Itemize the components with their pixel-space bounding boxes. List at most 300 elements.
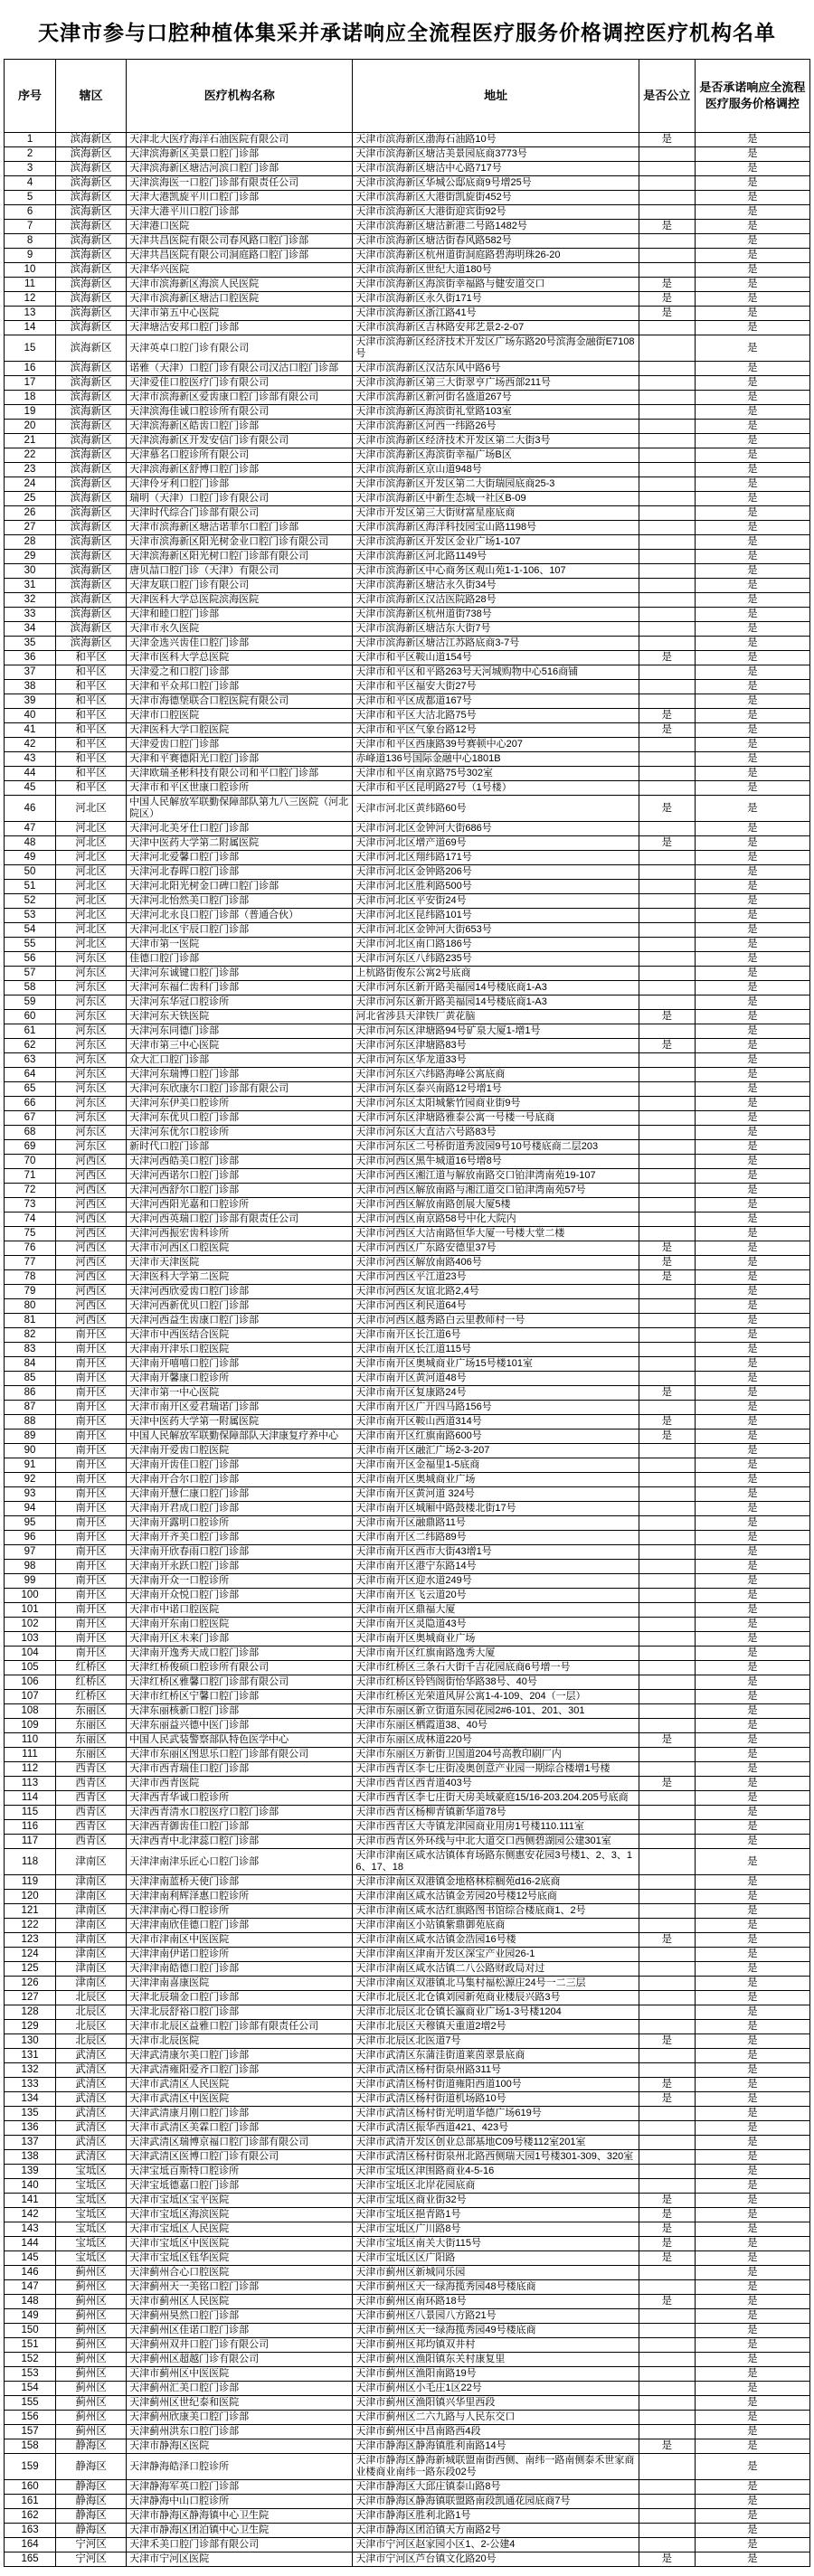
cell-commit: 是: [695, 822, 809, 836]
cell-public: [639, 2367, 695, 2382]
cell-public: [639, 1762, 695, 1777]
cell-address: 天津市和平区大沽北路75号: [353, 709, 639, 723]
cell-district: 蓟州区: [56, 2338, 127, 2353]
cell-public: [639, 1082, 695, 1097]
cell-public: 是: [639, 1933, 695, 1948]
cell-name: 天津市东丽区图思乐口腔门诊部有限公司: [127, 1748, 353, 1762]
header-name: 医疗机构名称: [127, 60, 353, 133]
cell-no: 34: [5, 622, 56, 637]
cell-commit: 是: [695, 1791, 809, 1806]
cell-no: 140: [5, 2179, 56, 2194]
table-row: [5, 205, 810, 220]
cell-commit: 是: [695, 1948, 809, 1962]
cell-no: 132: [5, 2063, 56, 2078]
cell-no: 49: [5, 851, 56, 865]
cell-no: 40: [5, 709, 56, 723]
cell-address: 天津市南开区迎水道249号: [353, 1574, 639, 1589]
table-row: [5, 2049, 810, 2063]
table-row: [5, 2324, 810, 2338]
cell-name: 天津北辰舒裕口腔门诊部: [127, 2005, 353, 2020]
cell-no: 74: [5, 1213, 56, 1227]
cell-commit: 是: [695, 2367, 809, 2382]
cell-public: [639, 2454, 695, 2480]
cell-no: 93: [5, 1487, 56, 1502]
cell-public: [639, 2121, 695, 2136]
cell-commit: 是: [695, 2092, 809, 2107]
cell-district: 河西区: [56, 1256, 127, 1270]
cell-commit: 是: [695, 2208, 809, 2222]
cell-commit: 是: [695, 952, 809, 967]
cell-commit: 是: [695, 1991, 809, 2005]
cell-name: 天津河西振宏齿科诊所: [127, 1227, 353, 1241]
cell-no: 153: [5, 2367, 56, 2382]
cell-address: 天津市南开区港宁东路14号: [353, 1560, 639, 1574]
cell-district: 宁河区: [56, 2538, 127, 2552]
cell-commit: 是: [695, 2005, 809, 2020]
cell-address: 天津市武清区杨村街泉州路311号: [353, 2063, 639, 2078]
cell-commit: 是: [695, 1328, 809, 1343]
cell-commit: 是: [695, 1473, 809, 1487]
cell-name: 天津南开永跃口腔门诊部: [127, 1560, 353, 1574]
table-row: [5, 2266, 810, 2280]
table-row: [5, 1256, 810, 1270]
cell-name: 天津滨海新区开发安信门诊有限公司: [127, 434, 353, 448]
cell-no: 161: [5, 2495, 56, 2509]
cell-name: 天津宝坻百斯特口腔诊所: [127, 2165, 353, 2179]
cell-name: 天津南开众一口腔诊所: [127, 1574, 353, 1589]
table-row: [5, 2382, 810, 2396]
table-row: [5, 307, 810, 321]
cell-address: 天津市津南区双港镇金地格林棕榈苑d16-2底商: [353, 1875, 639, 1890]
cell-name: 天津河东诚键口腔门诊部: [127, 967, 353, 981]
cell-name: 天津河西新优贝口腔门诊部: [127, 1299, 353, 1314]
cell-no: 31: [5, 579, 56, 593]
table-row: [5, 1849, 810, 1875]
cell-name: 天津和平众邦口腔门诊部: [127, 680, 353, 694]
header-public: 是否公立: [639, 60, 695, 133]
cell-no: 80: [5, 1299, 56, 1314]
table-row: [5, 909, 810, 923]
cell-no: 138: [5, 2150, 56, 2165]
cell-name: 天津津南蓝桥天使门诊部: [127, 1875, 353, 1890]
cell-public: 是: [639, 220, 695, 234]
cell-address: 天津市宁河区赵家园小区1、2-公建4: [353, 2538, 639, 2552]
cell-name: 天津市滨海新区塘沽诺菲尔口腔门诊部: [127, 521, 353, 535]
table-row: [5, 448, 810, 463]
table-row: [5, 2295, 810, 2309]
cell-public: [639, 694, 695, 709]
cell-address: 天津市滨海新区经济技术开发区广场东路20号滨海金融街E7108号: [353, 335, 639, 362]
cell-no: 152: [5, 2353, 56, 2367]
table-row: [5, 2425, 810, 2439]
cell-public: [639, 2538, 695, 2552]
cell-district: 西青区: [56, 1835, 127, 1849]
cell-name: 天津大港凯旋平川口腔门诊部: [127, 191, 353, 205]
cell-no: 135: [5, 2107, 56, 2121]
table-row: [5, 1603, 810, 1618]
cell-district: 南开区: [56, 1328, 127, 1343]
table-row: [5, 463, 810, 477]
cell-address: 天津市滨海新区海洋科技园宝山路1198号: [353, 521, 639, 535]
table-row: [5, 781, 810, 796]
cell-name: 天津和睦口腔门诊部: [127, 608, 353, 622]
cell-address: 天津市滨海新区塘沽东大街7号: [353, 622, 639, 637]
cell-district: 河东区: [56, 995, 127, 1010]
cell-no: 66: [5, 1097, 56, 1111]
table-row: [5, 335, 810, 362]
cell-address: 天津市西青区李七庄街天房美域豪庭15/16-203.204.205号底商: [353, 1791, 639, 1806]
cell-no: 105: [5, 1661, 56, 1675]
cell-no: 63: [5, 1053, 56, 1068]
table-row: [5, 1444, 810, 1458]
cell-district: 南开区: [56, 1372, 127, 1386]
cell-commit: 是: [695, 1762, 809, 1777]
cell-district: 滨海新区: [56, 321, 127, 335]
cell-no: 91: [5, 1458, 56, 1473]
cell-commit: 是: [695, 2295, 809, 2309]
cell-no: 11: [5, 278, 56, 292]
cell-no: 117: [5, 1835, 56, 1849]
cell-name: 瑞明（天津）口腔门诊有限公司: [127, 492, 353, 506]
cell-district: 滨海新区: [56, 205, 127, 220]
cell-name: 中国人民武装警察部队特色医学中心: [127, 1733, 353, 1748]
cell-commit: 是: [695, 2121, 809, 2136]
cell-name: 天津静海皓泽口腔诊所: [127, 2454, 353, 2480]
cell-no: 25: [5, 492, 56, 506]
cell-public: [639, 2524, 695, 2538]
cell-address: 天津市南开区复康路24号: [353, 1386, 639, 1401]
table-row: [5, 1962, 810, 1977]
cell-commit: 是: [695, 1256, 809, 1270]
cell-public: [639, 2382, 695, 2396]
cell-commit: 是: [695, 2194, 809, 2208]
cell-district: 南开区: [56, 1357, 127, 1372]
table-row: [5, 1328, 810, 1343]
cell-district: 武清区: [56, 2078, 127, 2092]
table-row: [5, 1560, 810, 1574]
table-row: [5, 2150, 810, 2165]
table-row: [5, 694, 810, 709]
cell-name: 天津友联口腔门诊有限公司: [127, 579, 353, 593]
table-row: [5, 1270, 810, 1285]
table-row: [5, 1198, 810, 1213]
cell-address: 天津市河东区八纬路235号: [353, 952, 639, 967]
cell-commit: 是: [695, 767, 809, 781]
cell-address: 天津市滨海新区中心商务区观山苑1-1-106、107: [353, 564, 639, 579]
cell-address: 天津市河北区胜利路500号: [353, 880, 639, 894]
cell-no: 154: [5, 2382, 56, 2396]
cell-public: [639, 865, 695, 880]
cell-name: 天津滨海新区美景口腔门诊部: [127, 147, 353, 162]
cell-no: 130: [5, 2034, 56, 2049]
cell-commit: 是: [695, 981, 809, 995]
table-row: [5, 1806, 810, 1820]
cell-district: 河西区: [56, 1184, 127, 1198]
cell-commit: 是: [695, 220, 809, 234]
cell-address: 天津市蓟州区新城同乐园: [353, 2266, 639, 2280]
table-row: [5, 2552, 810, 2567]
institutions-table: [4, 59, 810, 2567]
cell-no: 134: [5, 2092, 56, 2107]
cell-address: 天津市东丽区栖霞道38、40号: [353, 1719, 639, 1733]
cell-district: 南开区: [56, 1545, 127, 1560]
cell-address: 天津市滨海新区海滨街幸福路与健安道交口: [353, 278, 639, 292]
cell-public: [639, 1545, 695, 1560]
cell-address: 天津市北辰区北仓镇长瀛商业广场1-3号楼1204: [353, 2005, 639, 2020]
cell-district: 南开区: [56, 1560, 127, 1574]
cell-name: 天津蓟州区佳诺口腔门诊部: [127, 2324, 353, 2338]
cell-no: 22: [5, 448, 56, 463]
cell-address: 天津市宝坻区南关大街115号: [353, 2237, 639, 2251]
cell-commit: 是: [695, 1589, 809, 1603]
cell-address: 天津市滨海新区第三大街翠亨广场西部211号: [353, 376, 639, 391]
cell-name: 天津南开合尔口腔门诊部: [127, 1473, 353, 1487]
cell-name: 天津市第五中心医院: [127, 307, 353, 321]
cell-name: 天津河北永良口腔门诊部（普通合伙）: [127, 909, 353, 923]
cell-address: 天津市蓟州区南环路18号: [353, 2295, 639, 2309]
cell-public: [639, 1516, 695, 1531]
cell-no: 5: [5, 191, 56, 205]
cell-district: 武清区: [56, 2150, 127, 2165]
cell-district: 滨海新区: [56, 550, 127, 564]
table-row: [5, 2121, 810, 2136]
cell-no: 87: [5, 1401, 56, 1415]
cell-no: 92: [5, 1473, 56, 1487]
cell-commit: 是: [695, 1719, 809, 1733]
cell-address: 天津市宝坻区津围路商业4-5-16: [353, 2165, 639, 2179]
cell-name: 天津英卓口腔门诊有限公司: [127, 335, 353, 362]
cell-name: 天津河东福仁齿科门诊部: [127, 981, 353, 995]
cell-commit: 是: [695, 448, 809, 463]
table-row: [5, 2136, 810, 2150]
cell-commit: 是: [695, 1111, 809, 1126]
cell-district: 河东区: [56, 1111, 127, 1126]
cell-address: 天津市滨海新区渤海石油路10号: [353, 133, 639, 147]
cell-no: 41: [5, 723, 56, 738]
cell-district: 红桥区: [56, 1675, 127, 1690]
cell-no: 35: [5, 637, 56, 651]
cell-commit: 是: [695, 680, 809, 694]
cell-no: 155: [5, 2396, 56, 2411]
cell-no: 124: [5, 1948, 56, 1962]
cell-address: 天津市津南区咸水沽镇金芳园20号楼12号底商: [353, 1890, 639, 1904]
cell-public: [639, 1155, 695, 1169]
cell-no: 127: [5, 1991, 56, 2005]
cell-commit: 是: [695, 1962, 809, 1977]
cell-district: 南开区: [56, 1386, 127, 1401]
cell-address: 天津市河西区越秀路白云里教师村一号: [353, 1314, 639, 1328]
cell-district: 河东区: [56, 1010, 127, 1024]
cell-commit: 是: [695, 1661, 809, 1675]
table-row: [5, 2353, 810, 2367]
cell-district: 静海区: [56, 2509, 127, 2524]
table-row: [5, 2063, 810, 2078]
table-row: [5, 1039, 810, 1053]
cell-district: 滨海新区: [56, 506, 127, 521]
cell-public: [639, 938, 695, 952]
cell-no: 131: [5, 2049, 56, 2063]
cell-name: 天津市宝坻区人民医院: [127, 2222, 353, 2237]
cell-district: 和平区: [56, 680, 127, 694]
cell-address: 天津市静海区胜利北路1号: [353, 2509, 639, 2524]
table-row: [5, 923, 810, 938]
table-row: [5, 865, 810, 880]
cell-public: [639, 1328, 695, 1343]
cell-name: 天津河东瑞博口腔门诊部: [127, 1068, 353, 1082]
cell-public: [639, 1919, 695, 1933]
cell-district: 静海区: [56, 2524, 127, 2538]
cell-district: 南开区: [56, 1473, 127, 1487]
cell-address: 天津市滨海新区塘沽江苏路底商3-7号: [353, 637, 639, 651]
cell-no: 73: [5, 1198, 56, 1213]
cell-commit: 是: [695, 1068, 809, 1082]
cell-commit: 是: [695, 1933, 809, 1948]
table-row: [5, 2020, 810, 2034]
cell-address: 天津市西青区外环线与中北大道交口西侧碧湖园公建301室: [353, 1835, 639, 1849]
cell-district: 滨海新区: [56, 463, 127, 477]
cell-name: 天津市武清区美霖口腔门诊部: [127, 2121, 353, 2136]
cell-commit: 是: [695, 2538, 809, 2552]
cell-district: 武清区: [56, 2063, 127, 2078]
cell-name: 天津蓟州汇美口腔门诊部: [127, 2382, 353, 2396]
table-row: [5, 2005, 810, 2020]
cell-district: 红桥区: [56, 1661, 127, 1675]
cell-commit: 是: [695, 865, 809, 880]
cell-commit: 是: [695, 2107, 809, 2121]
cell-public: [639, 2338, 695, 2353]
cell-public: [639, 1890, 695, 1904]
cell-name: 天津医科大学口腔医院: [127, 723, 353, 738]
cell-address: 天津市河西区南京路58号中化大院内: [353, 1213, 639, 1227]
cell-public: [639, 981, 695, 995]
cell-district: 武清区: [56, 2107, 127, 2121]
cell-public: [639, 1299, 695, 1314]
cell-no: 28: [5, 535, 56, 550]
cell-public: 是: [639, 1430, 695, 1444]
table-row: [5, 477, 810, 492]
cell-address: 天津市河北区增产道69号: [353, 836, 639, 851]
cell-address: 天津市河北区昆纬路101号: [353, 909, 639, 923]
cell-name: 天津河北爱馨口腔门诊部: [127, 851, 353, 865]
cell-no: 13: [5, 307, 56, 321]
table-row: [5, 2222, 810, 2237]
cell-name: 天津市滨海新区阳光树金业口腔门诊有限公司: [127, 535, 353, 550]
cell-commit: 是: [695, 1904, 809, 1919]
cell-public: [639, 665, 695, 680]
cell-no: 143: [5, 2222, 56, 2237]
cell-name: 天津津南欣佳德口腔门诊部: [127, 1919, 353, 1933]
cell-commit: 是: [695, 1198, 809, 1213]
cell-no: 70: [5, 1155, 56, 1169]
cell-commit: 是: [695, 1213, 809, 1227]
cell-commit: 是: [695, 1647, 809, 1661]
cell-address: 天津市滨海新区塘沽街春风路582号: [353, 234, 639, 249]
cell-district: 滨海新区: [56, 292, 127, 307]
cell-name: 天津蓟州区世纪泰和医院: [127, 2396, 353, 2411]
cell-district: 宁河区: [56, 2552, 127, 2567]
cell-name: 天津市和平区世康口腔诊所: [127, 781, 353, 796]
cell-commit: 是: [695, 147, 809, 162]
cell-no: 24: [5, 477, 56, 492]
cell-public: 是: [639, 2222, 695, 2237]
table-row: [5, 938, 810, 952]
table-row: [5, 2194, 810, 2208]
cell-address: 天津市河北区黄纬路60号: [353, 796, 639, 822]
cell-no: 122: [5, 1919, 56, 1933]
cell-district: 蓟州区: [56, 2396, 127, 2411]
cell-name: 天津市天津医院: [127, 1256, 353, 1270]
cell-commit: 是: [695, 492, 809, 506]
table-row: [5, 234, 810, 249]
table-row: [5, 492, 810, 506]
cell-public: [639, 249, 695, 263]
cell-public: [639, 1169, 695, 1184]
cell-commit: 是: [695, 2480, 809, 2495]
cell-commit: 是: [695, 2495, 809, 2509]
cell-district: 河东区: [56, 1068, 127, 1082]
table-row: [5, 1415, 810, 1430]
cell-public: [639, 1401, 695, 1415]
cell-name: 天津河东优贝口腔门诊部: [127, 1111, 353, 1126]
cell-district: 静海区: [56, 2495, 127, 2509]
cell-commit: 是: [695, 2324, 809, 2338]
cell-public: [639, 2107, 695, 2121]
cell-district: 南开区: [56, 1502, 127, 1516]
cell-name: 天津红桥区雅馨口腔门诊部有限公司: [127, 1675, 353, 1690]
page-title: 天津市参与口腔种植体集采并承诺响应全流程医疗服务价格调控医疗机构名单: [38, 21, 776, 44]
cell-commit: 是: [695, 2063, 809, 2078]
table-row: [5, 1357, 810, 1372]
table-row: [5, 1213, 810, 1227]
cell-name: 天津河北美牙仕口腔门诊部: [127, 822, 353, 836]
cell-no: 95: [5, 1516, 56, 1531]
cell-public: [639, 263, 695, 278]
cell-address: 天津市武清区杨村街道机场路10号: [353, 2092, 639, 2107]
cell-commit: 是: [695, 651, 809, 665]
cell-address: 天津市南开区长江道6号: [353, 1328, 639, 1343]
cell-name: 天津市红桥区宁馨口腔门诊部: [127, 1690, 353, 1704]
table-row: [5, 391, 810, 405]
cell-no: 56: [5, 952, 56, 967]
cell-address: 天津市蓟州区渔阳南路19号: [353, 2367, 639, 2382]
cell-district: 河东区: [56, 1053, 127, 1068]
cell-district: 静海区: [56, 2454, 127, 2480]
cell-address: 天津市红桥区铃铛阁街怡华路38号、40号: [353, 1675, 639, 1690]
cell-name: 天津宝坻德嘉口腔门诊部: [127, 2179, 353, 2194]
cell-commit: 是: [695, 249, 809, 263]
cell-no: 44: [5, 767, 56, 781]
cell-public: [639, 564, 695, 579]
table-row: [5, 1777, 810, 1791]
table-row: [5, 2309, 810, 2324]
cell-district: 滨海新区: [56, 362, 127, 376]
cell-commit: 是: [695, 1458, 809, 1473]
cell-no: 83: [5, 1343, 56, 1357]
cell-commit: 是: [695, 1299, 809, 1314]
cell-no: 81: [5, 1314, 56, 1328]
table-row: [5, 376, 810, 391]
header-no: 序号: [5, 60, 56, 133]
cell-commit: 是: [695, 1285, 809, 1299]
cell-public: 是: [639, 1777, 695, 1791]
cell-district: 东丽区: [56, 1719, 127, 1733]
cell-name: 天津南开区未来门诊部: [127, 1632, 353, 1647]
table-row: [5, 2034, 810, 2049]
cell-no: 37: [5, 665, 56, 680]
cell-name: 天津河西英瑞口腔门诊部有限责任公司: [127, 1213, 353, 1227]
cell-no: 137: [5, 2136, 56, 2150]
cell-name: 天津河西阳光嘉和口腔诊所: [127, 1198, 353, 1213]
